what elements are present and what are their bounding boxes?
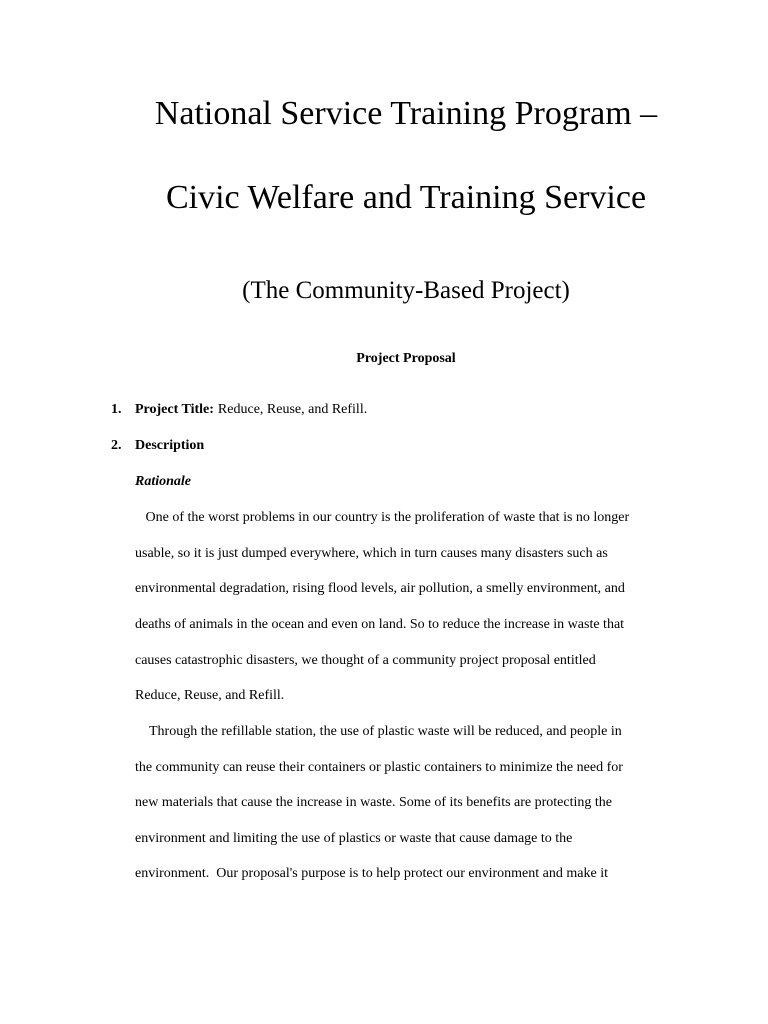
body-line: causes catastrophic disasters, we thought of a community project proposal entitled <box>135 653 596 668</box>
body-line: deaths of animals in the ocean and even on land. So to reduce the increase in waste that <box>135 617 625 632</box>
list-item-label: Project Title: <box>135 402 214 417</box>
list-item-project-title <box>111 400 367 420</box>
body-line: usable, so it is just dumped everywhere, which in turn causes many disasters such as <box>135 546 608 561</box>
body-line: One of the worst problems in our country is the proliferation of waste that is no longer <box>135 510 630 525</box>
list-item-number: 1. <box>111 402 122 417</box>
list-item-number: 2. <box>111 438 122 453</box>
body-line: environment and limiting the use of plastics or waste that cause damage to the <box>135 831 573 846</box>
title-line-2: Civic Welfare and Training Service <box>165 179 647 216</box>
title-line-1: National Service Training Program – <box>154 95 658 132</box>
body-line: new materials that cause the increase in waste. Some of its benefits are protecting the <box>135 795 612 810</box>
body-line: Through the refillable station, the use of plastic waste will be reduced, and people in <box>135 724 622 739</box>
list-item-description <box>111 436 204 456</box>
rationale-heading: Rationale <box>135 474 192 489</box>
body-line: the community can reuse their containers or plastic containers to minimize the need for <box>135 760 623 775</box>
list-item-label: Description <box>135 438 205 453</box>
body-line: environmental degradation, rising flood levels, air pollution, a smelly environment, and <box>135 581 625 596</box>
section-heading: Project Proposal <box>356 351 456 366</box>
subtitle: (The Community-Based Project) <box>242 277 570 304</box>
body-line: Reduce, Reuse, and Refill. <box>135 688 285 703</box>
list-item-value: Reduce, Reuse, and Refill. <box>217 402 368 417</box>
body-line: environment. Our proposal's purpose is to help protect our environment and make it <box>135 866 608 881</box>
